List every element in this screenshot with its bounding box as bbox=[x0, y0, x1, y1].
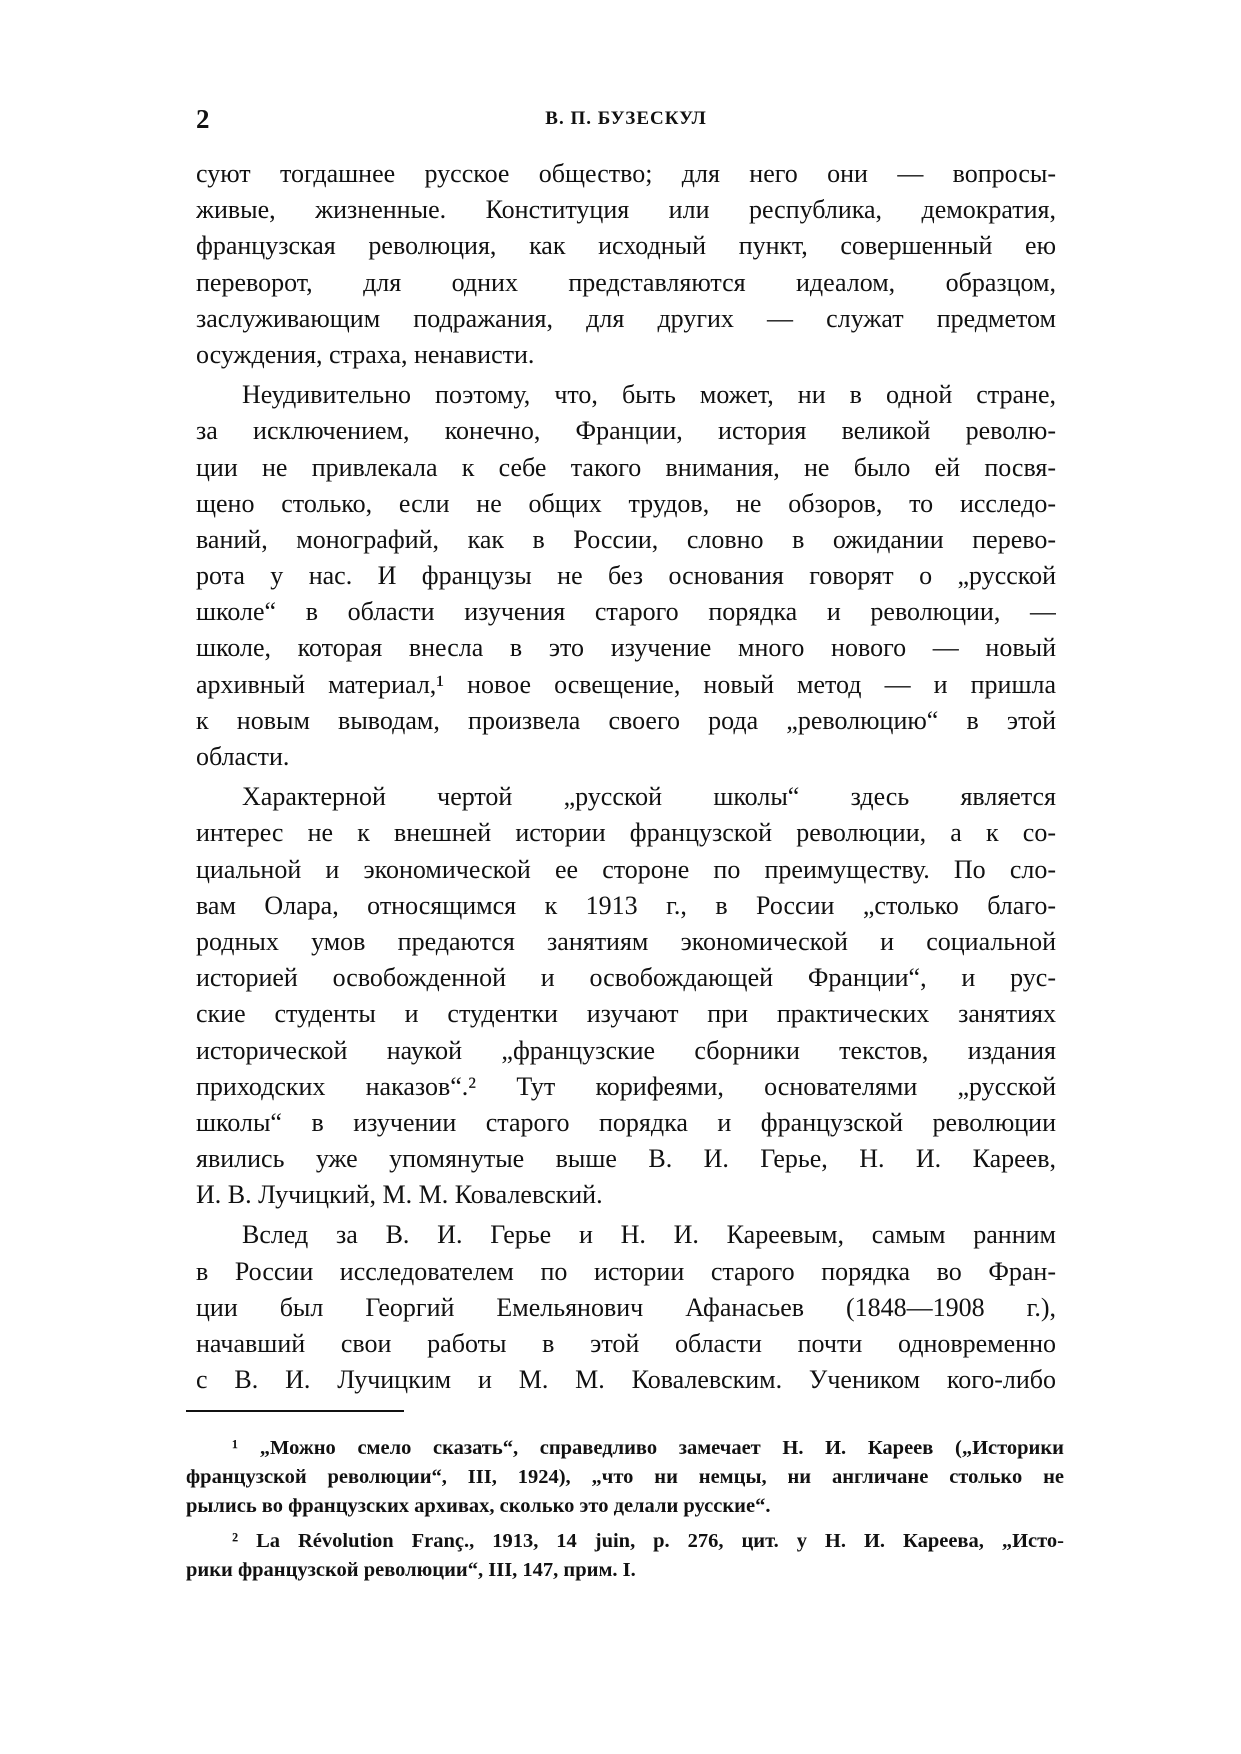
text-line: интерес не к внешней истории французской революции, а к со- bbox=[196, 818, 1056, 848]
text-line: ваний, монографий, как в России, словно в ожидании перево- bbox=[196, 524, 1056, 554]
footnote-1 bbox=[186, 1434, 1064, 1521]
text-line: заслуживающим подражания, для других — служат предметом bbox=[196, 303, 1056, 333]
page-header bbox=[196, 104, 1056, 144]
paragraph-1 bbox=[196, 156, 1056, 373]
text-line: суют тогдашнее русское общество; для него они — вопросы- bbox=[196, 159, 1056, 188]
page-number: 2 bbox=[196, 104, 210, 134]
text-line: вам Олара, относящимся к 1913 г., в России „столько благо- bbox=[196, 890, 1056, 920]
text-line: школе“ в области изучения старого порядка и революции, — bbox=[196, 597, 1056, 627]
text-line: школе, которая внесла в это изучение много нового — новый bbox=[196, 633, 1056, 663]
footnote-2 bbox=[186, 1527, 1064, 1585]
text-line: приходских наказов“.² Тут корифеями, основателями „русской bbox=[196, 1071, 1056, 1101]
footnote-line: французской революции“, III, 1924), „что ни немцы, ни англичане столько не bbox=[186, 1466, 1064, 1488]
footnote-divider bbox=[186, 1410, 404, 1412]
footnote-line: рылись во французских архивах, сколько это делали русские“. bbox=[186, 1495, 771, 1517]
text-line: Вслед за В. И. Герье и Н. И. Кареевым, самым ранним bbox=[242, 1220, 1056, 1250]
text-line: начавший свои работы в этой области почти одновременно bbox=[196, 1329, 1056, 1358]
footnote-line: рики французской революции“, III, 147, прим. I. bbox=[186, 1559, 636, 1581]
text-line: переворот, для одних представляются идеалом, образцом, bbox=[196, 267, 1056, 297]
text-line: в России исследователем по истории старого порядка во Фран- bbox=[196, 1256, 1056, 1286]
text-line: историей освобожденной и освобождающей Франции“, и рус- bbox=[196, 963, 1056, 993]
text-line: ские студенты и студентки изучают при практических занятиях bbox=[196, 999, 1056, 1029]
text-line: французская революция, как исходный пункт, совершенный ею bbox=[196, 231, 1056, 261]
footnote-line: ¹ „Можно смело сказать“, справедливо замечает Н. И. Кареев („Историки bbox=[232, 1437, 1064, 1459]
footnote-line: ² La Révolution Franç., 1913, 14 juin, p. 276, цит. у Н. И. Кареева, „Исто- bbox=[232, 1530, 1064, 1552]
text-line: щено столько, если не общих трудов, не обзоров, то исследо- bbox=[196, 488, 1056, 518]
paragraph-4 bbox=[196, 1217, 1056, 1398]
text-line: за исключением, конечно, Франции, история великой револю- bbox=[196, 416, 1056, 446]
text-line: исторической наукой „французские сборники текстов, издания bbox=[196, 1035, 1056, 1065]
text-line: архивный материал,¹ новое освещение, новый метод — и пришла bbox=[196, 669, 1056, 699]
text-line: Неудивительно поэтому, что, быть может, ни в одной стране, bbox=[242, 380, 1056, 410]
text-line: школы“ в изучении старого порядка и французской революции bbox=[196, 1107, 1056, 1137]
running-head: В. П. БУЗЕСКУЛ bbox=[545, 108, 707, 129]
text-line: И. В. Лучицкий, М. М. Ковалевский. bbox=[196, 1180, 603, 1210]
paragraph-2 bbox=[196, 377, 1056, 775]
text-line: с В. И. Лучицким и М. М. Ковалевским. Учеником кого-либо bbox=[196, 1365, 1056, 1395]
text-line: ции не привлекала к себе такого внимания, не было ей посвя- bbox=[196, 452, 1056, 482]
footnotes bbox=[186, 1434, 1064, 1585]
text-line: рота у нас. И французы не без основания говорят о „русской bbox=[196, 561, 1056, 591]
paragraph-3 bbox=[196, 779, 1056, 1213]
text-line: родных умов предаются занятиям экономической и социальной bbox=[196, 926, 1056, 956]
text-line: Характерной чертой „русской школы“ здесь является bbox=[242, 782, 1056, 812]
text-line: ции был Георгий Емельянович Афанасьев (1848—1908 г.), bbox=[196, 1292, 1056, 1322]
main-text bbox=[196, 156, 1056, 1398]
text-line: области. bbox=[196, 742, 290, 771]
text-line: осуждения, страха, ненависти. bbox=[196, 339, 535, 369]
text-line: циальной и экономической ее стороне по преимуществу. По сло- bbox=[196, 854, 1056, 884]
text-line: живые, жизненные. Конституция или республика, демократия, bbox=[196, 195, 1056, 225]
text-line: к новым выводам, произвела своего рода „революцию“ в этой bbox=[196, 705, 1056, 735]
text-line: явились уже упомянутые выше В. И. Герье, Н. И. Кареев, bbox=[196, 1144, 1056, 1174]
